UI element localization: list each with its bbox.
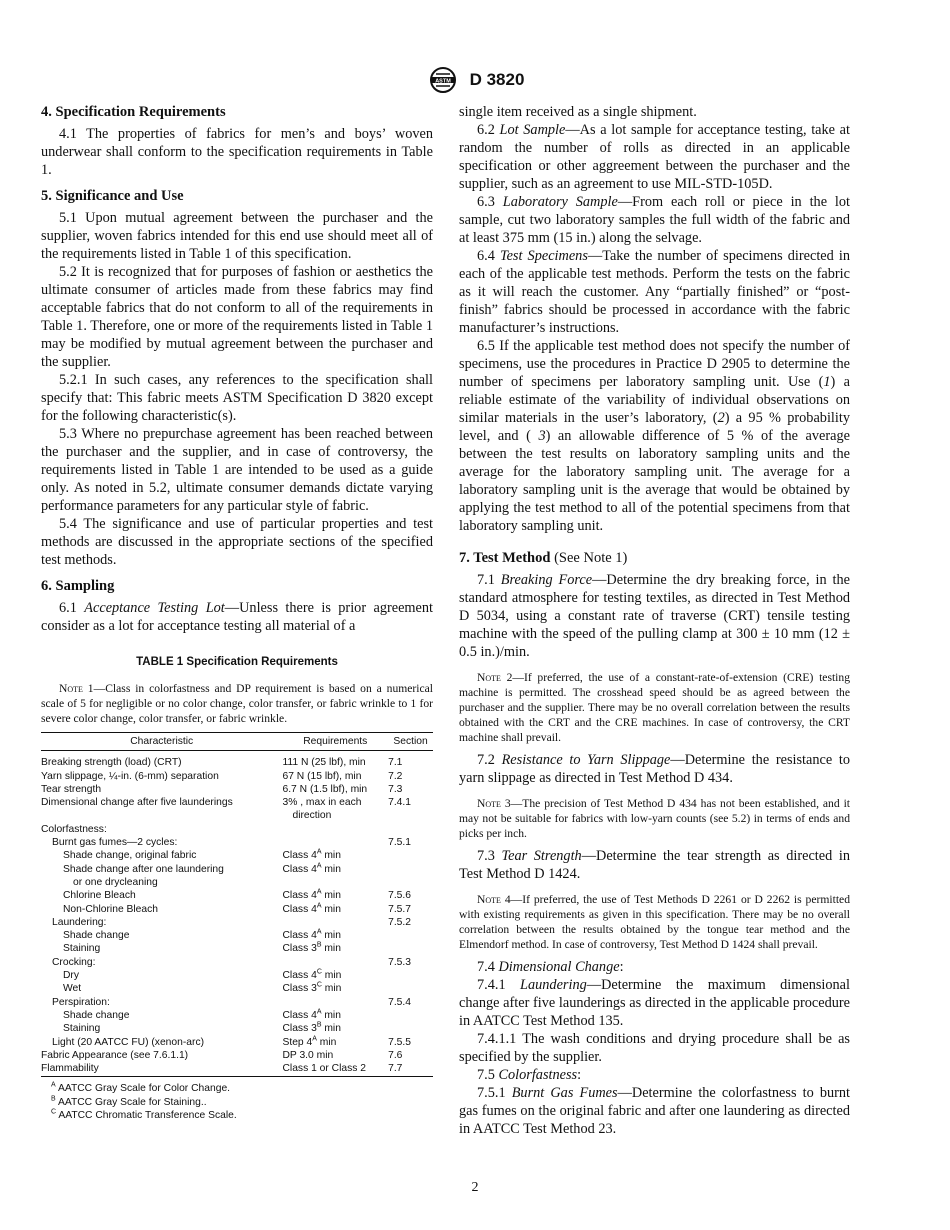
col-header-section: Section (388, 733, 433, 751)
paragraph-7-4: 7.4 Dimensional Change: (477, 959, 624, 975)
table-row: Chlorine Bleach Class $4^A$ min 7.5.6 (63, 888, 411, 902)
table-row: Staining Class $3^B$ min (63, 1021, 341, 1035)
table-row: Light (20 AATCC FU) (xenon-arc) Step $4^A$ min 7.5.5 (52, 1035, 411, 1048)
paragraph-7-5: 7.5 Colorfastness: (477, 1067, 582, 1083)
left-column (41, 103, 433, 1123)
table-row: Dry Class $4^C$ min (63, 968, 342, 982)
table-row: Shade change Class $4^A$ min (63, 1008, 341, 1021)
svg-text:ASTM: ASTM (434, 78, 451, 85)
table-row: Fabric Appearance (see 7.6.1.1) DP 3.0 min 7.6 (41, 1049, 403, 1061)
paragraph-7-4-1-1: 7.4.1.1 The wash conditions and drying procedure shall be as specified by the supplier. (459, 1031, 850, 1065)
table-row: Yarn slippage, ¼-in. (6-mm) separation 67 N (15 lbf), min 7.2 (41, 770, 403, 782)
paragraph-6-3: 6.3 Laboratory Sample—From each roll or piece in the lot sample, cut two laboratory samples the full width of the fabric and at least 375 mm (15 in.) along the selvage. (459, 194, 850, 246)
table-row: Staining Class $3^B$ min (63, 942, 341, 955)
note-2: Note 2—If preferred, the use of a constant-rate-of-extension (CRE) testing machine is permitted. The crosshead speed should be as agreed between the purchaser and the supplier. There may be no overall correlation between the results obtained with the CRT and the CRE machines. In case of controversy, the CRT machine shall prevail. (459, 671, 850, 744)
paragraph-5-2: 5.2 It is recognized that for purposes of fashion or aesthetics the ultimate consumer of articles made from these fabrics may find acceptable fabrics that do not conform to all of the requirements in Table 1. Therefore, one or more of the requirements listed in Table 1 may be modified by mutual agreement between the purchaser and the supplier. (41, 264, 433, 370)
table-row: Breaking strength (load) (CRT) 111 N (25 lbf), min 7.1 (41, 757, 403, 769)
paragraph-6-2: 6.2 Lot Sample—As a lot sample for acceptance testing, take at random the number of rolls as directed in an applicable specification or other aggreement between the purchaser and the supplier, such as an agreement to use MIL-STD-105D. (459, 122, 850, 192)
table-1-title: TABLE 1 Specification Requirements (136, 656, 338, 668)
col-header-requirements: Requirements (282, 733, 388, 751)
footnote: $^C$ AATCC Chromatic Transference Scale. (51, 1109, 237, 1122)
paragraph-6-5: 6.5 If the applicable test method does not specify the number of specimens, use the procedures in Practice D 2905 to determine the number of specimens per laboratory sampling unit. Use (1) a reliable estimate of the variability of individual observations on similar materials in the user’s laboratory, (2) a 95 % probability level, and ( 3) an allowable difference of 5 % of the average between the test results on laboratory sampling units and the average for the laboratory sampling unit. The average for a laboratory sampling unit is the average that would be obtained by applying the test method to all of the potential specimens from that laboratory sampling unit. (459, 338, 850, 534)
table-row: Shade change, original fabric Class $4^A$ min (63, 848, 341, 862)
table-footnotes (41, 1082, 433, 1123)
astm-logo-icon (426, 66, 460, 94)
table-note-1: Note 1—Class in colorfastness and DP requirement is based on a numerical scale of 5 for negligible or no color change, color transfer, or fabric wrinkle to 1 for severe color change, color transfer, or fabric wrinkle. (41, 682, 434, 725)
paragraph-6-1-continued: single item received as a single shipment. (459, 104, 697, 120)
paragraph-5-1: 5.1 Upon mutual agreement between the purchaser and the supplier, woven fabrics intended for this end use should meet all of the requirements listed in Table 1 of this specification. (41, 210, 433, 262)
paragraph-7-5-1: 7.5.1 Burnt Gas Fumes—Determine the colorfastness to burnt gas fumes on the original fabric and after one laundering as directed in AATCC Test Method 23. (459, 1085, 850, 1137)
section-5-heading: 5. Significance and Use (41, 188, 184, 204)
paragraph-6-4: 6.4 Test Specimens—Take the number of specimens directed in each of the applicable test methods. Perform the tests on the fabric as it will reach the customer. Any “partially finished” or “post-finish” fabrics should be processed in accordance with the fabric manufacturer’s instructions. (459, 248, 850, 336)
table-row: Shade change Class $4^A$ min (63, 928, 341, 942)
paragraph-5-2-1: 5.2.1 In such cases, any references to the specification shall specify that: This fabric meets ASTM Specification D 3820 except for the following characteristic(s). (41, 372, 433, 424)
note-4: Note 4—If preferred, the use of Test Methods D 2261 or D 2262 is permitted with existing requirements as given in this specification. There may be no overall correlation between the results obtained by the tongue tear method and the Elmendorf method. In case of controversy, Test Method D 1424 shall prevail. (459, 893, 850, 951)
page-number: 2 (471, 1180, 479, 1195)
table-row: Burnt gas fumes—2 cycles: 7.5.1 (52, 837, 411, 849)
table-row: Perspiration: 7.5.4 (52, 996, 411, 1008)
table-row: Wet Class $3^C$ min (63, 981, 342, 995)
col-header-characteristic: Characteristic (41, 733, 282, 751)
paragraph-5-4: 5.4 The significance and use of particular properties and test methods are discussed in the appropriate sections of the specified test methods. (41, 516, 433, 568)
table-row: Colorfastness: (41, 823, 107, 835)
document-code: D 3820 (469, 70, 525, 89)
footnote: $^A$ AATCC Gray Scale for Color Change. (51, 1082, 231, 1095)
table-header-row (41, 733, 433, 751)
paragraph-4-1: 4.1 The properties of fabrics for men’s and boys’ woven underwear shall conform to the specification requirements in Table 1. (41, 126, 433, 178)
table-row: Dimensional change after five launderings 3% , max in each direction 7.4.1 (41, 797, 411, 822)
right-column (459, 103, 850, 1138)
page-header (0, 66, 950, 94)
table-row: Shade change after one laundering or one drycleaning Class $4^A$ min (63, 862, 341, 888)
paragraph-7-1: 7.1 Breaking Force—Determine the dry breaking force, in the standard atmosphere for testing textiles, as directed in Test Method D 5034, using a constant rate of traverse (CRT) tensile testing machine with the speed of the pulling clamp at 300 ± 10 mm (12 ± 0.5 in.)/min. (459, 572, 850, 660)
table-row: Tear strength 6.7 N (1.5 lbf), min 7.3 (41, 783, 403, 795)
paragraph-5-3: 5.3 Where no prepurchase agreement has been reached between the purchaser and the supplier, and in case of controversy, the requirements listed in Table 1 are intended to be used as a guide only. As noted in 5.2, ultimate consumer demands dictate varying performance parameters for any particular style of fabric. (41, 426, 433, 514)
table-row: Flammability Class 1 or Class 2 7.7 (41, 1062, 433, 1077)
note-3: Note 3—The precision of Test Method D 434 has not been established, and it may not be suitable for fabrics with low-yarn counts (see 5.2) in terms of ends and picks per inch. (459, 797, 851, 840)
paragraph-7-2: 7.2 Resistance to Yarn Slippage—Determine the resistance to yarn slippage as directed in Test Method D 434. (459, 752, 851, 786)
paragraph-7-3: 7.3 Tear Strength—Determine the tear strength as directed in Test Method D 1424. (459, 848, 850, 882)
section-6-heading: 6. Sampling (41, 578, 115, 594)
section-7-heading: 7. Test Method (See Note 1) (459, 550, 628, 566)
table-row: Non-Chlorine Bleach Class $4^A$ min 7.5.7 (63, 902, 411, 915)
footnote: $^B$ AATCC Gray Scale for Staining.. (51, 1095, 207, 1108)
paragraph-6-1: 6.1 Acceptance Testing Lot—Unless there is prior agreement consider as a lot for acceptance testing all material of a (41, 600, 434, 634)
section-4-heading: 4. Specification Requirements (41, 104, 226, 120)
table-row: Crocking: 7.5.3 (52, 956, 411, 968)
paragraph-7-4-1: 7.4.1 Laundering—Determine the maximum dimensional change after five launderings as directed in the applicable procedure in AATCC Test Method 135. (459, 977, 851, 1029)
specification-table (41, 732, 433, 1077)
table-row: Laundering: 7.5.2 (52, 916, 411, 928)
